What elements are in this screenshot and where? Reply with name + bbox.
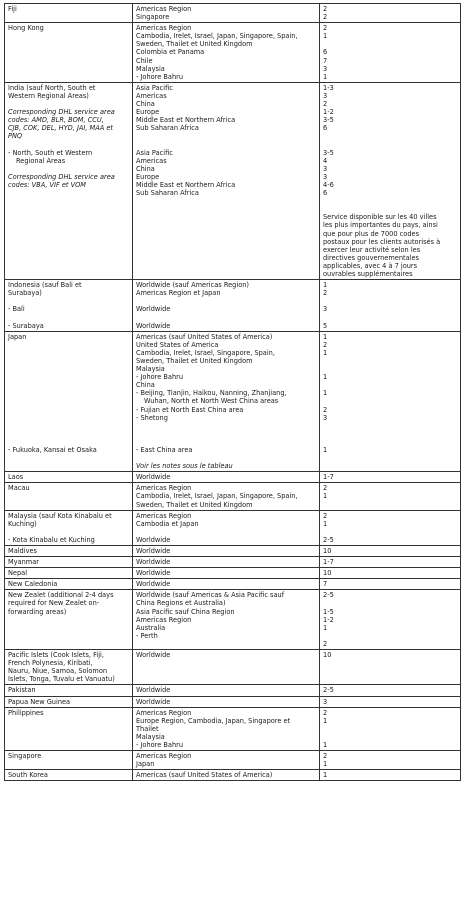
line-spacer — [8, 165, 129, 173]
region-line: Worldwide — [136, 697, 171, 706]
country-line: Western Regional Areas) — [8, 91, 89, 100]
region-line: Sweden, Thailet et United Kingdom — [136, 356, 253, 365]
days-line: 5 — [323, 321, 328, 330]
region-line: Asia Pacific sauf China Region — [136, 607, 235, 616]
country-line: India (sauf North, South et — [8, 83, 96, 92]
line-spacer — [8, 341, 129, 349]
region-line: Worldwide — [136, 686, 171, 695]
country-line: Fiji — [8, 5, 17, 13]
region-cell — [133, 82, 320, 279]
region-line: Malaysia — [136, 732, 165, 741]
days-cell — [320, 579, 461, 590]
days-line: 2 — [323, 752, 328, 761]
line-spacer — [323, 197, 457, 205]
days-line: 6 — [323, 124, 328, 133]
country-line: Pakistan — [8, 686, 36, 695]
line-spacer — [323, 132, 457, 140]
region-line: Worldwide — [136, 651, 171, 660]
table-row — [5, 546, 461, 557]
line-spacer — [8, 100, 129, 108]
region-line: China — [136, 381, 155, 390]
days-line: 1-5 — [323, 607, 334, 616]
table-row — [5, 510, 461, 545]
country-cell — [5, 510, 133, 545]
table-row — [5, 770, 461, 781]
days-line: les plus importantes du pays, ainsi — [323, 221, 438, 230]
country-cell — [5, 590, 133, 650]
region-line: - Johore Bahru — [136, 740, 184, 749]
days-line — [323, 725, 457, 733]
country-line: South Korea — [8, 771, 48, 780]
region-line: Thailet — [136, 724, 159, 733]
days-line: 1 — [323, 740, 328, 749]
days-line: 2 — [323, 340, 328, 349]
days-line: 3-5 — [323, 148, 334, 157]
days-line — [323, 599, 457, 607]
country-line: forwarding areas) — [8, 607, 67, 616]
days-cell — [320, 472, 461, 483]
days-cell — [320, 696, 461, 707]
table-row — [5, 685, 461, 696]
line-spacer — [136, 313, 316, 321]
region-line: Cambodia, Irelet, Israel, Japan, Singapore, Spain, — [136, 492, 298, 501]
line-spacer — [136, 297, 316, 305]
days-line: 1-2 — [323, 108, 334, 117]
region-line: China — [136, 164, 155, 173]
line-spacer — [8, 297, 129, 305]
days-line: 3 — [323, 91, 328, 100]
region-cell — [133, 685, 320, 696]
line-spacer — [323, 297, 457, 305]
country-cell — [5, 4, 133, 23]
days-line: 2 — [323, 405, 328, 414]
table-row — [5, 23, 461, 83]
days-line: 2-5 — [323, 591, 334, 600]
line-spacer — [323, 141, 457, 149]
line-spacer — [136, 141, 316, 149]
country-line: Philippines — [8, 708, 44, 717]
region-line: Europe Region, Cambodia, Japan, Singapore et — [136, 716, 291, 725]
days-cell — [320, 331, 461, 472]
region-line: Europe — [136, 172, 160, 181]
days-cell — [320, 590, 461, 650]
region-line: Australia — [136, 623, 166, 632]
region-line: Worldwide — [136, 569, 171, 578]
table-row — [5, 280, 461, 332]
country-line: Islets, Tonga, Tuvalu et Vanuatu) — [8, 675, 115, 684]
days-line — [323, 40, 457, 48]
days-cell — [320, 707, 461, 750]
days-line: postaux pour les clients autorisés à — [323, 237, 441, 246]
region-line: Cambodia, Irelet, Israel, Singapore, Spain, — [136, 348, 275, 357]
days-line: 1 — [323, 623, 328, 632]
days-line: 7 — [323, 580, 328, 589]
line-spacer — [8, 414, 129, 422]
days-line: 1-3 — [323, 83, 334, 92]
region-line: Sweden, Thailet et United Kingdom — [136, 500, 253, 509]
line-spacer — [136, 438, 316, 446]
region-line: Americas — [136, 91, 167, 100]
region-line: Middle East et Northern Africa — [136, 116, 236, 125]
line-spacer — [8, 313, 129, 321]
country-cell — [5, 557, 133, 568]
days-line: 4 — [323, 156, 328, 165]
region-line: Singapore — [136, 13, 170, 22]
country-line: - Bali — [8, 305, 25, 314]
country-cell — [5, 685, 133, 696]
table-row — [5, 82, 461, 279]
days-cell — [320, 510, 461, 545]
country-line: Laos — [8, 473, 24, 482]
country-cell — [5, 82, 133, 279]
line-spacer — [8, 381, 129, 389]
days-line: directives gouvernementales — [323, 253, 419, 262]
table-row — [5, 650, 461, 685]
days-line — [323, 733, 457, 741]
table-body — [5, 4, 461, 781]
days-line: 10 — [323, 547, 332, 555]
region-cell — [133, 510, 320, 545]
region-line: China — [136, 100, 155, 109]
line-spacer — [136, 430, 316, 438]
days-line: 1-7 — [323, 558, 334, 567]
days-line: 1 — [323, 519, 328, 528]
region-cell — [133, 4, 320, 23]
days-cell — [320, 4, 461, 23]
table-row — [5, 483, 461, 510]
region-cell — [133, 472, 320, 483]
country-cell — [5, 707, 133, 750]
region-line: Worldwide — [136, 473, 171, 482]
region-cell — [133, 751, 320, 770]
days-cell — [320, 650, 461, 685]
days-cell — [320, 82, 461, 279]
line-spacer — [8, 406, 129, 414]
region-line: Middle East et Northern Africa — [136, 180, 236, 189]
line-spacer — [323, 205, 457, 213]
region-line: Americas Region — [136, 615, 192, 624]
country-cell — [5, 650, 133, 685]
region-line: Sub Saharan Africa — [136, 124, 199, 133]
country-line: PNQ — [8, 132, 23, 141]
days-line: Service disponible sur les 40 villes — [323, 213, 437, 222]
days-cell — [320, 751, 461, 770]
table-row — [5, 472, 461, 483]
days-line: exercer leur activité selon les — [323, 245, 421, 254]
days-line — [323, 357, 457, 365]
region-line: Malaysia — [136, 365, 165, 374]
region-line: China Regions et Australia) — [136, 599, 226, 608]
days-line: 1 — [323, 373, 328, 382]
days-line: 1-7 — [323, 473, 334, 482]
days-cell — [320, 685, 461, 696]
region-cell — [133, 579, 320, 590]
region-line: - Beijing, Tianjin, Haikou, Nanning, Zhanjiang, — [136, 389, 287, 398]
region-line: Voir les notes sous le tableau — [136, 462, 233, 471]
days-line — [323, 632, 457, 640]
country-line: Maldives — [8, 547, 37, 555]
days-line: 2 — [323, 511, 328, 520]
country-line: Myanmar — [8, 558, 39, 567]
region-line: Americas Region — [136, 24, 192, 33]
country-line: Pacific Islets (Cook Islets, Fiji, — [8, 651, 104, 660]
days-line: 3 — [323, 697, 328, 706]
days-line: 2 — [323, 100, 328, 109]
table-row — [5, 751, 461, 770]
country-line: New Caledonia — [8, 580, 58, 589]
country-line: Japan — [8, 332, 27, 341]
country-line: New Zealet (additional 2-4 days — [8, 591, 114, 600]
region-cell — [133, 568, 320, 579]
region-line: Americas Region — [136, 708, 192, 717]
country-cell — [5, 770, 133, 781]
table-row — [5, 4, 461, 23]
country-line: Regional Areas — [16, 156, 66, 165]
region-line: Americas (sauf United States of America) — [136, 332, 273, 341]
days-line: 1 — [323, 760, 328, 769]
country-line: Macau — [8, 484, 30, 493]
line-spacer — [8, 430, 129, 438]
country-line: codes: AMD, BLR, BOM, CCU, — [8, 116, 104, 125]
line-spacer — [8, 528, 129, 536]
region-line: Chile — [136, 56, 153, 65]
days-line: 1 — [323, 492, 328, 501]
region-cell — [133, 707, 320, 750]
region-line: Sweden, Thailet et United Kingdom — [136, 40, 253, 49]
table-row — [5, 579, 461, 590]
region-line: Americas Region et Japan — [136, 289, 221, 298]
days-cell — [320, 23, 461, 83]
region-line: Colombia et Panama — [136, 48, 205, 57]
line-spacer — [136, 422, 316, 430]
country-line: Nepal — [8, 569, 28, 578]
country-line: Hong Kong — [8, 24, 44, 33]
region-line: Worldwide (sauf Americas & Asia Pacific sauf — [136, 591, 285, 600]
days-line — [323, 381, 457, 389]
days-cell — [320, 770, 461, 781]
line-spacer — [136, 528, 316, 536]
line-spacer — [8, 397, 129, 405]
days-line: ouvrables supplémentaires — [323, 270, 413, 278]
region-line: - Johore Bahru — [136, 373, 184, 382]
region-line: Worldwide — [136, 321, 171, 330]
region-line: - Johore Bahru — [136, 72, 184, 81]
days-line: 2 — [323, 708, 328, 717]
days-line: 6 — [323, 189, 328, 198]
days-line: 6 — [323, 48, 328, 57]
days-line: 1 — [323, 445, 328, 454]
country-cell — [5, 483, 133, 510]
country-cell — [5, 568, 133, 579]
region-line: United States of America — [136, 340, 219, 349]
table-row — [5, 707, 461, 750]
region-line: Worldwide — [136, 558, 171, 567]
country-line: Corresponding DHL service area — [8, 172, 115, 181]
days-line: 3 — [323, 64, 328, 73]
region-line: Americas Region — [136, 752, 192, 761]
days-line: 3 — [323, 305, 328, 314]
days-line: 1 — [323, 281, 328, 290]
table-row — [5, 590, 461, 650]
line-spacer — [136, 454, 316, 462]
line-spacer — [8, 349, 129, 357]
country-line: Kuching) — [8, 519, 37, 528]
region-cell — [133, 331, 320, 472]
region-line: Worldwide — [136, 305, 171, 314]
days-line — [323, 397, 457, 405]
days-line: 2 — [323, 5, 328, 13]
region-line: - Fujian et North East China area — [136, 405, 244, 414]
days-line: 1 — [323, 771, 328, 780]
days-cell — [320, 280, 461, 332]
country-line: - Kota Kinabalu et Kuching — [8, 535, 95, 544]
country-cell — [5, 579, 133, 590]
region-line: Americas Region — [136, 511, 192, 520]
days-line: 1-2 — [323, 615, 334, 624]
days-line — [323, 365, 457, 373]
days-line: que pour plus de 7000 codes — [323, 229, 420, 238]
region-cell — [133, 483, 320, 510]
days-line: 2-5 — [323, 686, 334, 695]
days-line: 1 — [323, 332, 328, 341]
days-line: 2 — [323, 484, 328, 493]
region-line: - East China area — [136, 445, 193, 454]
days-line: 2 — [323, 639, 328, 648]
days-line: 2 — [323, 13, 328, 22]
country-cell — [5, 23, 133, 83]
country-line: French Polynesia, Kiribati, — [8, 659, 93, 668]
line-spacer — [323, 528, 457, 536]
country-cell — [5, 751, 133, 770]
region-cell — [133, 546, 320, 557]
region-cell — [133, 770, 320, 781]
days-line: 3-5 — [323, 116, 334, 125]
country-line: CJB, COK, DEL, HYD, JAI, MAA et — [8, 124, 113, 133]
line-spacer — [8, 141, 129, 149]
region-line: - Perth — [136, 631, 158, 640]
line-spacer — [323, 438, 457, 446]
region-cell — [133, 280, 320, 332]
line-spacer — [8, 357, 129, 365]
line-spacer — [8, 389, 129, 397]
days-cell — [320, 557, 461, 568]
country-line: Corresponding DHL service area — [8, 108, 115, 117]
days-line: 4-6 — [323, 180, 334, 189]
days-line: 3 — [323, 164, 328, 173]
days-line: applicables, avec 4 à 7 jours — [323, 261, 418, 270]
country-line: Malaysia (sauf Kota Kinabalu et — [8, 511, 112, 520]
country-line: - Surabaya — [8, 321, 44, 330]
country-line: Singapore — [8, 752, 42, 761]
region-cell — [133, 696, 320, 707]
region-line: Worldwide (sauf Americas Region) — [136, 281, 249, 290]
days-line: 10 — [323, 651, 332, 660]
country-cell — [5, 696, 133, 707]
country-line: codes: VBA, VIF et VOM — [8, 180, 86, 189]
region-line: Worldwide — [136, 535, 171, 544]
line-spacer — [323, 422, 457, 430]
region-line: Cambodia et Japan — [136, 519, 199, 528]
line-spacer — [323, 313, 457, 321]
region-line: Worldwide — [136, 580, 171, 589]
days-line: 1 — [323, 389, 328, 398]
line-spacer — [8, 422, 129, 430]
table-row — [5, 557, 461, 568]
line-spacer — [8, 365, 129, 373]
region-cell — [133, 23, 320, 83]
table-row — [5, 331, 461, 472]
region-cell — [133, 650, 320, 685]
country-line: Surabaya) — [8, 289, 42, 298]
line-spacer — [8, 373, 129, 381]
days-line: 3 — [323, 172, 328, 181]
country-cell — [5, 546, 133, 557]
region-line: - Shetong — [136, 413, 168, 422]
country-line: - North, South et Western — [8, 148, 93, 157]
days-cell — [320, 568, 461, 579]
line-spacer — [323, 430, 457, 438]
line-spacer — [136, 132, 316, 140]
country-cell — [5, 472, 133, 483]
days-cell — [320, 546, 461, 557]
days-line: 2 — [323, 24, 328, 33]
country-line: Indonesia (sauf Bali et — [8, 281, 82, 290]
country-cell — [5, 331, 133, 472]
days-cell — [320, 483, 461, 510]
region-line: Americas (sauf United States of America) — [136, 771, 273, 780]
transit-times-table — [4, 3, 461, 781]
table-row — [5, 696, 461, 707]
days-line: 1 — [323, 716, 328, 725]
region-line: Europe — [136, 108, 160, 117]
days-line: 7 — [323, 56, 328, 65]
days-line: 3 — [323, 413, 328, 422]
table-row — [5, 568, 461, 579]
region-line: Americas Region — [136, 5, 192, 13]
region-cell — [133, 590, 320, 650]
line-spacer — [8, 438, 129, 446]
days-line: 1 — [323, 32, 328, 41]
region-line: Americas — [136, 156, 167, 165]
country-cell — [5, 280, 133, 332]
days-line: 2-5 — [323, 535, 334, 544]
country-line: Nauru, Niue, Samoa, Solomon — [8, 667, 108, 676]
region-line: Americas Region — [136, 484, 192, 493]
region-line: Wuhan, North et North West China areas — [144, 397, 279, 406]
region-line: Cambodia, Irelet, Israel, Japan, Singapore, Spain, — [136, 32, 298, 41]
country-line: required for New Zealet on- — [8, 599, 100, 608]
region-line: Japan — [136, 760, 155, 769]
country-line: - Fukuoka, Kansai et Osaka — [8, 445, 97, 454]
region-line: Asia Pacific — [136, 83, 173, 92]
region-line: Malaysia — [136, 64, 165, 73]
days-line: 1 — [323, 348, 328, 357]
country-line: Papua New Guinea — [8, 697, 71, 706]
days-line: 2 — [323, 289, 328, 298]
days-line: 10 — [323, 569, 332, 578]
days-line: 1 — [323, 72, 328, 81]
region-line: Worldwide — [136, 547, 171, 555]
region-cell — [133, 557, 320, 568]
region-line: Asia Pacific — [136, 148, 173, 157]
region-line: Sub Saharan Africa — [136, 189, 199, 198]
